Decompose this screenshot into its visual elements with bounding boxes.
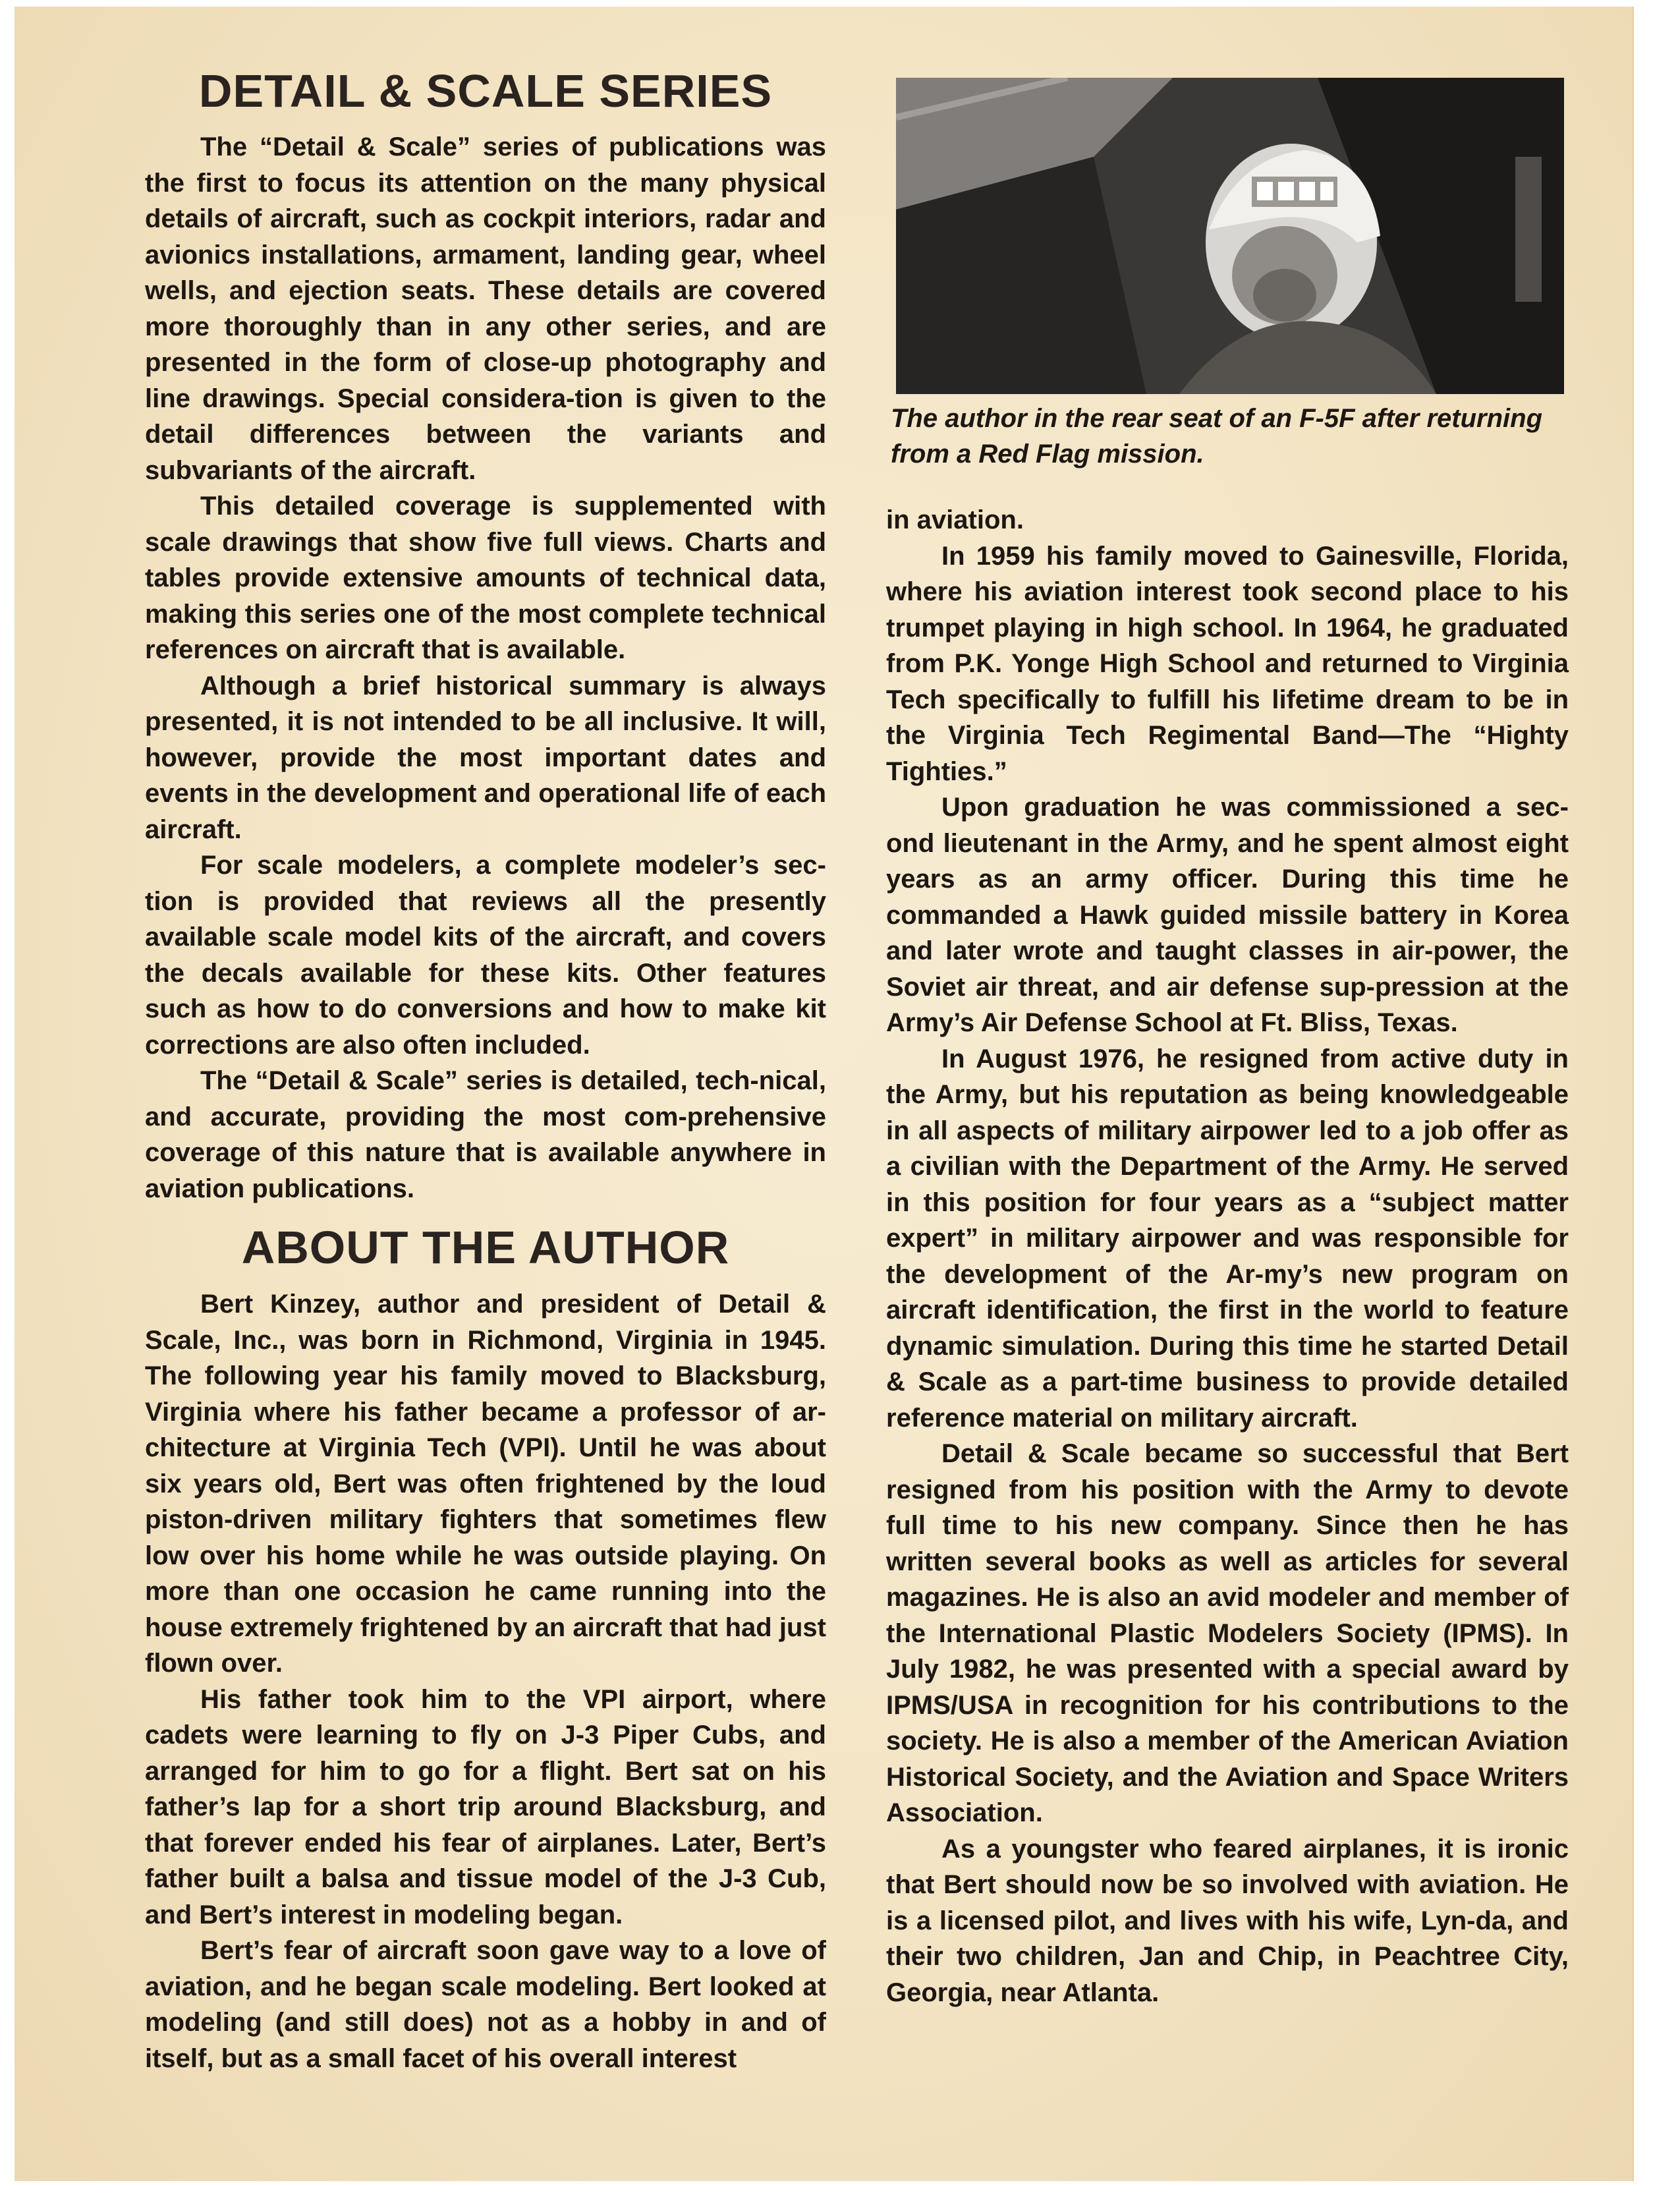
- series-heading: DETAIL & SCALE SERIES: [198, 65, 773, 117]
- author-heading: ABOUT THE AUTHOR: [241, 1222, 730, 1273]
- series-paragraph: This detailed coverage is supplemented with scale drawings that show five full views. Charts and tables provide extensive amounts of technical data, making this series one of the most complete technical references on aircraft that is available.: [145, 492, 826, 664]
- series-paragraph: The “Detail & Scale” series of publications was the first to focus its attention on the many physical details of aircraft, such as cockpit interiors, radar and avionics installations, armament, landing gear, wheel wells, and ejection seats. These details are covered more thoroughly than in any other series, and are presented in the form of close-up photography and line drawings. Special considera-tion is given to the detail differences between the variants and subvariants of the aircraft.: [145, 132, 826, 485]
- author-paragraph: Bert Kinzey, author and president of Detail & Scale, Inc., was born in Richmond, Virginia in 1945. The following year his family moved to Blacksburg, Virginia where his father became a professor of ar-chitecture at Virginia Tech (VPI). Until he was about six years old, Bert was often frightened by the loud piston-driven military fighters that sometimes flew low over his home while he was outside playing. On more than one occasion he came running into the house extremely frightened by an aircraft that had just flown over.: [145, 1290, 826, 1678]
- right-paragraph: In 1959 his family moved to Gainesville, Florida, where his aviation interest took second place to his trumpet playing in high school. In 1964, he graduated from P.K. Yonge High School and returned to Virginia Tech specifically to fulfill his lifetime dream to be in the Virginia Tech Regimental Band—The “Highty Tighties.”: [886, 541, 1569, 786]
- page-sheet: [14, 7, 1634, 2181]
- series-section: [145, 129, 826, 1207]
- right-column: [886, 7, 1569, 2115]
- photo-caption: The author in the rear seat of an F-5F after returning from a Red Flag mission.: [891, 404, 1543, 469]
- right-paragraph: Upon graduation he was commissioned a sec-ond lieutenant in the Army, and he spent almost eight years as an army officer. During this time he commanded a Hawk guided missile battery in Korea and later wrote and taught classes in air-power, the Soviet air threat, and air defense sup-pression at the Army’s Air Defense School at Ft. Bliss, Texas.: [886, 793, 1569, 1037]
- right-paragraph: In August 1976, he resigned from active duty in the Army, but his reputation as being knowledgeable in all aspects of military airpower led to a job offer as a civilian with the Department of the Army. He served in this position for four years as a “subject matter expert” in military airpower and was responsible for the development of the Ar-my’s new program on aircraft identification, the first in the world to feature dynamic simulation. During this time he started Detail & Scale as a part-time business to provide detailed reference material on military aircraft.: [886, 1044, 1569, 1433]
- right-paragraph: As a youngster who feared airplanes, it is ironic that Bert should now be so involved with aviation. He is a licensed pilot, and lives with his wife, Lyn-da, and their two children, Jan and Chip, in Peachtree City, Georgia, near Atlanta.: [886, 1834, 1569, 2007]
- right-paragraph: Detail & Scale became so successful that Bert resigned from his position with the Army to devote full time to his new company. Since then he has written several books as well as articles for several magazines. He is also an avid modeler and member of the International Plastic Modelers Society (IPMS). In July 1982, he was presented with a special award by IPMS/USA in recognition for his contributions to the society. He is also a member of the American Aviation Historical Society, and the Aviation and Space Writers Association.: [886, 1439, 1569, 1827]
- author-paragraph: Bert’s fear of aircraft soon gave way to a love of aviation, and he began scale modeling. Bert looked at modeling (and still does) not as a hobby in and of itself, but as a small facet of his overall interest: [145, 1936, 826, 2073]
- series-paragraph: For scale modelers, a complete modeler’s sec-tion is provided that reviews all the presently available scale model kits of the aircraft, and covers the decals available for these kits. Other features such as how to do conversions and how to make kit corrections are also often included.: [145, 851, 826, 1060]
- series-paragraph: The “Detail & Scale” series is detailed, tech-nical, and accurate, providing the most com-prehensive coverage of this nature that is available anywhere in aviation publications.: [145, 1066, 826, 1203]
- series-paragraph: Although a brief historical summary is always presented, it is not intended to be all inclusive. It will, however, provide the most important dates and events in the development and operational life of each aircraft.: [145, 671, 826, 844]
- continued-text: in aviation.: [886, 505, 1024, 534]
- left-column: [145, 7, 826, 2115]
- author-section: [145, 1286, 826, 2076]
- author-paragraph: His father took him to the VPI airport, where cadets were learning to fly on J-3 Piper Cubs, and arranged for him to go for a flight. Bert sat on his father’s lap for a short trip around Blacksburg, and that forever ended his fear of airplanes. Later, Bert’s father built a balsa and tissue model of the J-3 Cub, and Bert’s interest in modeling began.: [145, 1684, 826, 1929]
- right-text-section: [886, 502, 1569, 2010]
